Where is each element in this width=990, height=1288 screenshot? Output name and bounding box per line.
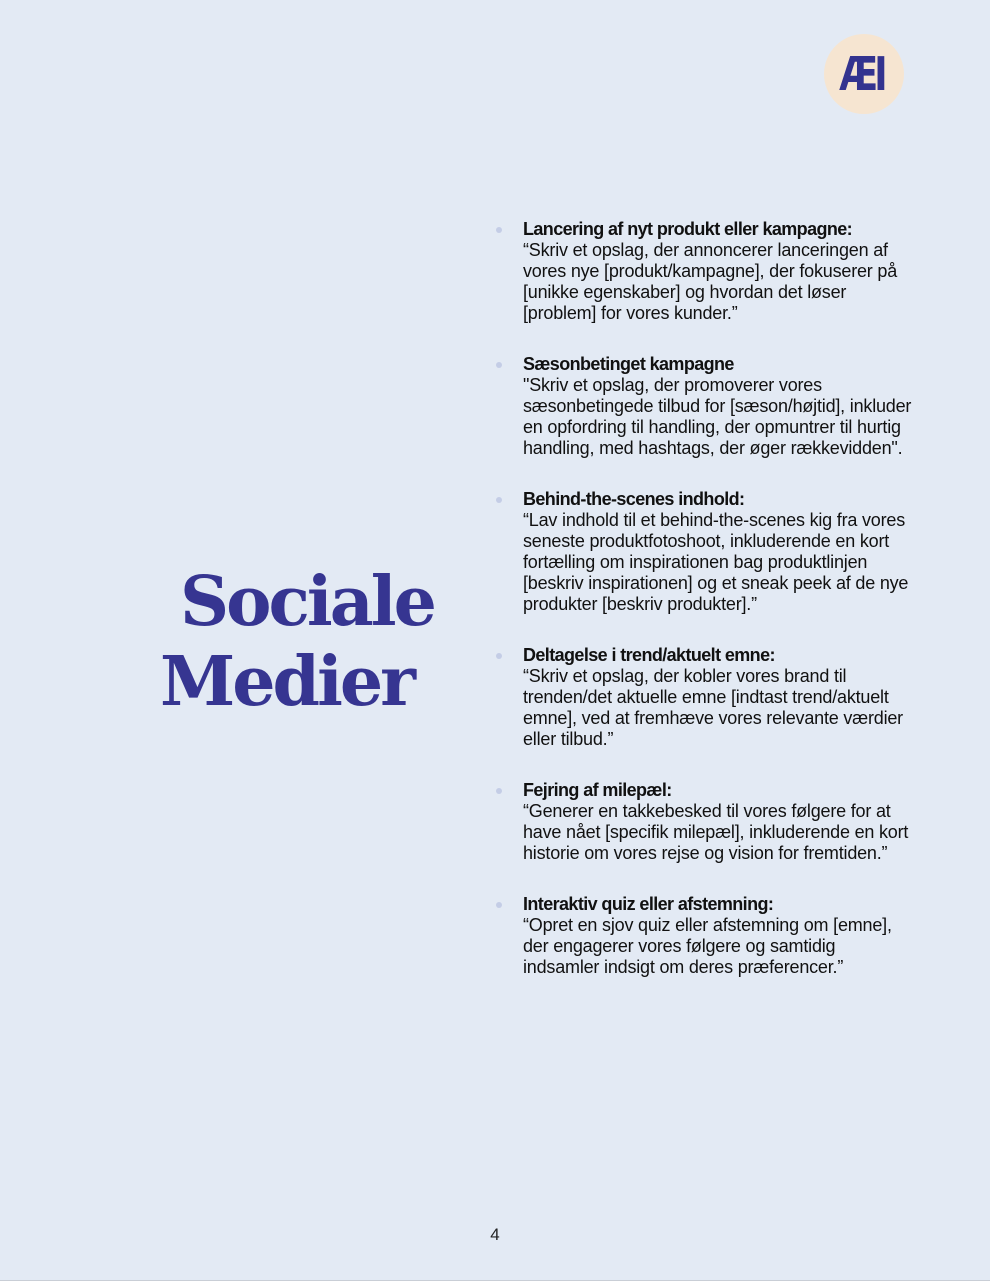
list-item-text: "Skriv et opslag, der promoverer vores sæsonbetingede tilbud for [sæson/højtid], inkluder en opfordring til handling, der opmuntrer til hurtig handling, med hashtags, der øger rækkevidden". (523, 375, 912, 458)
prompt-list (496, 219, 916, 1008)
brand-logo (824, 34, 904, 114)
bullet-dot (496, 362, 502, 368)
page-title-line-2: Medier (160, 642, 414, 722)
list-item-text: “Generer en takkebesked til vores følgere for at have nået [specifik milepæl], inkluderende en kort historie om vores rejse og vision for fremtiden.” (523, 801, 909, 863)
list-item-title: Behind-the-scenes indhold: (523, 489, 745, 509)
list-item (496, 780, 916, 864)
list-item (496, 645, 916, 750)
page-title (160, 562, 434, 722)
page-title-line-1: Sociale (180, 562, 434, 642)
list-item-text: “Opret en sjov quiz eller afstemning om [emne], der engagerer vores følgere og samtidig indsamler indsigt om deres præferencer.” (523, 915, 892, 977)
page-number: 4 (490, 1225, 500, 1244)
bullet-dot (496, 227, 502, 233)
list-item-title: Lancering af nyt produkt eller kampagne: (523, 219, 853, 239)
list-item-text: “Skriv et opslag, der annoncerer lanceringen af vores nye [produkt/kampagne], der fokuserer på [unikke egenskaber] og hvordan det løser [problem] for vores kunder.” (523, 240, 898, 323)
bullet-dot (496, 497, 502, 503)
list-item (496, 219, 916, 324)
list-item-title: Fejring af milepæl: (523, 780, 672, 800)
bullet-dot (496, 902, 502, 908)
list-item (496, 489, 916, 615)
list-item (496, 354, 916, 459)
list-item-title: Deltagelse i trend/aktuelt emne: (523, 645, 775, 665)
list-item-title: Sæsonbetinget kampagne (523, 354, 734, 374)
brand-logo-text: ÆI (839, 47, 885, 101)
list-item (496, 894, 916, 978)
bullet-dot (496, 653, 502, 659)
list-item-title: Interaktiv quiz eller afstemning: (523, 894, 774, 914)
bullet-dot (496, 788, 502, 794)
list-item-text: “Lav indhold til et behind-the-scenes kig fra vores seneste produktfotoshoot, inkluderende en kort fortælling om inspirationen bag produktlinjen [beskriv inspirationen] og et sneak peek af de nye produkter [beskriv produkter].” (523, 510, 909, 614)
list-item-text: “Skriv et opslag, der kobler vores brand til trenden/det aktuelle emne [indtast trend/aktuelt emne], ved at fremhæve vores relevante værdier eller tilbud.” (523, 666, 903, 749)
